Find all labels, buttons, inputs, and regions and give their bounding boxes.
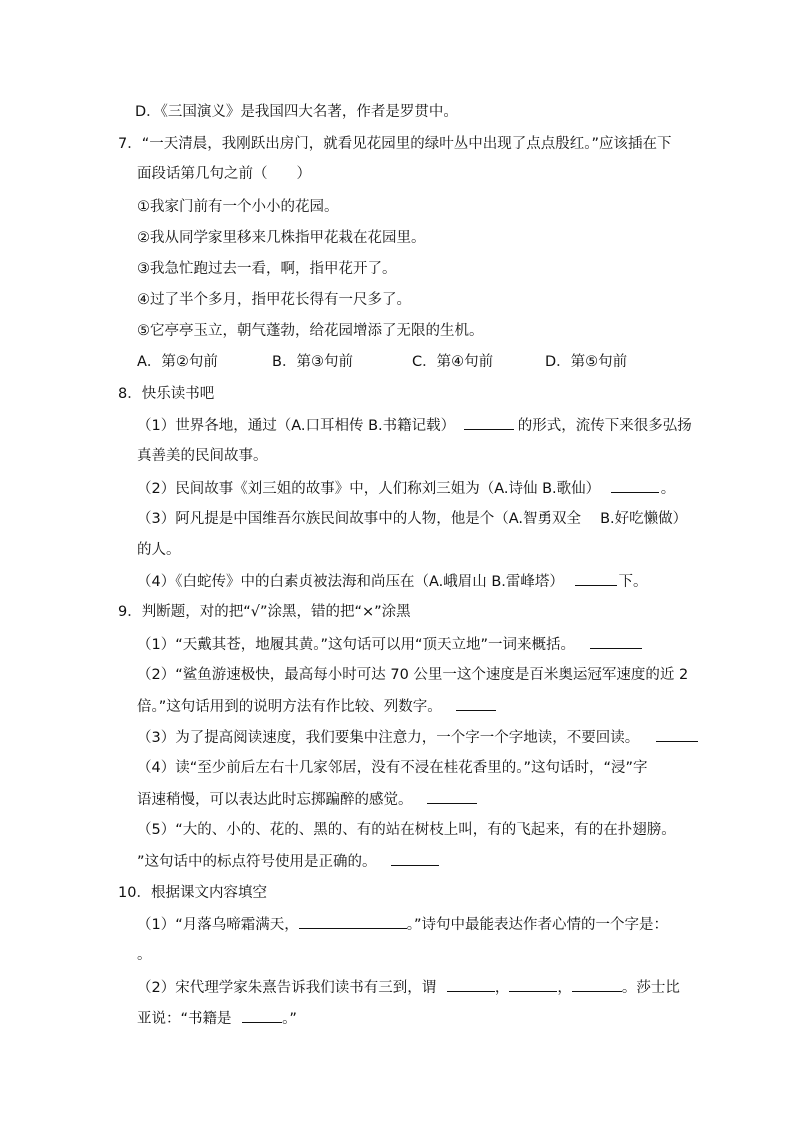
q8-item-2-blank[interactable] bbox=[611, 478, 659, 493]
q10-item-1-blank[interactable] bbox=[299, 914, 407, 929]
q8-item-2-text: （2）民间故事《刘三姐的故事》中，人们称刘三姐为（A.诗仙 B.歌仙） bbox=[137, 481, 601, 497]
q9-item-4-text: 语速稍慢，可以表达此时忘掷蹁醉的感觉。 bbox=[137, 792, 413, 808]
q9-item-4: （4）读“至少前后左右十几家邻居，没有不浸在桂花香里的。”这句话时，“浸”字 bbox=[137, 760, 648, 776]
q10-item-2-comma-1: ， bbox=[494, 980, 510, 996]
q8-title: 8．快乐读书吧 bbox=[118, 386, 215, 402]
q7-sentence-4: ④过了半个多月，指甲花长得有一尺多了。 bbox=[137, 292, 411, 308]
q9-item-2: （2）“鲨鱼游速极快，最高每小时可达 70 公里一这个速度是百米奥运冠军速度的近 2 bbox=[137, 667, 689, 683]
q8-item-1-cont: 真善美的民间故事。 bbox=[137, 448, 268, 464]
q9-item-5: （5）“大的、小的、花的、黑的、有的站在树枝上叫，有的飞起来，有的在扑翅膀。 bbox=[137, 822, 676, 838]
q8-item-1-text-2: 的形式，流传下来很多弘扬 bbox=[517, 418, 692, 434]
q9-item-1-blank[interactable] bbox=[590, 634, 642, 649]
q9-item-1-text: （1）“天戴其苍，地履其黄。”这句话可以用“顶天立地”一词来概括。 bbox=[137, 637, 576, 653]
q9-item-4-cont bbox=[137, 789, 477, 810]
q10-item-2-end: 。” bbox=[282, 1011, 297, 1027]
q9-item-3-blank[interactable] bbox=[656, 727, 698, 742]
q8-item-1-blank[interactable] bbox=[464, 415, 514, 430]
q9-item-1 bbox=[137, 634, 642, 655]
q9-item-4-blank[interactable] bbox=[427, 789, 477, 804]
q7-sentence-3: ③我急忙跑过去一看，啊，指甲花开了。 bbox=[137, 261, 397, 277]
q7-sentence-1: ①我家门前有一个小小的花园。 bbox=[137, 199, 339, 215]
q7-stem-line-1: 7．“一天清晨，我刚跃出房门，就看见花园里的绿叶丛中出现了点点殷红。”应该插在下 bbox=[118, 136, 672, 152]
q8-item-3: （3）阿凡提是中国维吾尔族民间故事中的人物，他是个（A.智勇双全 B.好吃懒做） bbox=[137, 511, 688, 527]
q10-item-2-blank-1[interactable] bbox=[447, 977, 495, 992]
q10-item-2-text: （2）宋代理学家朱熹告诉我们读书有三到，谓 bbox=[137, 980, 437, 996]
q7-option-b[interactable]: B．第③句前 bbox=[272, 354, 353, 370]
q9-item-3 bbox=[137, 727, 698, 748]
q8-item-1 bbox=[137, 415, 692, 436]
q7-option-c[interactable]: C．第④句前 bbox=[412, 354, 494, 370]
q8-item-1-text: （1）世界各地，通过（A.口耳相传 B.书籍记载） bbox=[137, 418, 456, 434]
q10-item-1-text: （1）“月落乌啼霜满天， bbox=[137, 917, 299, 933]
q10-item-2-comma-2: ， bbox=[557, 980, 572, 996]
q10-item-1 bbox=[137, 914, 668, 935]
q9-item-2-text: 倍。”这句话用到的说明方法有作比较、列数字。 bbox=[137, 699, 442, 715]
q6-option-d: D．《三国演义》是我国四大名著，作者是罗贯中。 bbox=[135, 104, 458, 120]
q8-item-2-end: 。 bbox=[660, 481, 676, 497]
q8-item-2 bbox=[137, 478, 675, 499]
q7-sentence-2: ②我从同学家里移来几株指甲花栽在花园里。 bbox=[137, 230, 426, 246]
q10-item-2-text-3: 亚说：“书籍是 bbox=[137, 1011, 232, 1027]
q8-item-4 bbox=[137, 571, 648, 592]
q9-item-5-text: ”这句话中的标点符号使用是正确的。 bbox=[137, 854, 377, 870]
q9-title: 9．判断题，对的把“√”涂黑，错的把“×”涂黑 bbox=[118, 604, 411, 620]
q7-option-a[interactable]: A．第②句前 bbox=[137, 354, 218, 370]
q10-item-1-text-2: 。”诗句中最能表达作者心情的一个字是： bbox=[406, 917, 669, 933]
q9-item-5-blank[interactable] bbox=[391, 851, 439, 866]
q9-item-2-cont bbox=[137, 696, 496, 717]
q10-item-2-blank-3[interactable] bbox=[572, 977, 622, 992]
q10-item-2-cont bbox=[137, 1008, 297, 1029]
q9-item-3-text: （3）为了提高阅读速度，我们要集中注意力，一个字一个字地读，不要回读。 bbox=[137, 730, 640, 746]
q10-item-2 bbox=[137, 977, 680, 998]
q8-item-4-end: 下。 bbox=[618, 574, 648, 590]
q9-item-2-blank[interactable] bbox=[456, 696, 496, 711]
q9-item-5-cont bbox=[137, 851, 439, 872]
q7-sentence-5: ⑤它亭亭玉立，朝气蓬勃，给花园增添了无限的生机。 bbox=[137, 323, 484, 339]
q10-item-2-text-2: 。莎士比 bbox=[621, 980, 680, 996]
q8-item-4-blank[interactable] bbox=[575, 571, 617, 586]
q8-item-4-text: （4）《白蛇传》中的白素贞被法海和尚压在（A.峨眉山 B.雷峰塔） bbox=[137, 574, 564, 590]
q10-title: 10．根据课文内容填空 bbox=[118, 885, 267, 901]
q10-item-2-blank-4[interactable] bbox=[242, 1008, 282, 1023]
q7-option-d[interactable]: D．第⑤句前 bbox=[545, 354, 628, 370]
q8-item-3-cont: 的人。 bbox=[137, 542, 181, 558]
q10-item-2-blank-2[interactable] bbox=[509, 977, 557, 992]
q10-item-1-cont: 。 bbox=[137, 947, 152, 963]
q7-stem-line-2: 面段话第几句之前（ ） bbox=[137, 166, 311, 182]
